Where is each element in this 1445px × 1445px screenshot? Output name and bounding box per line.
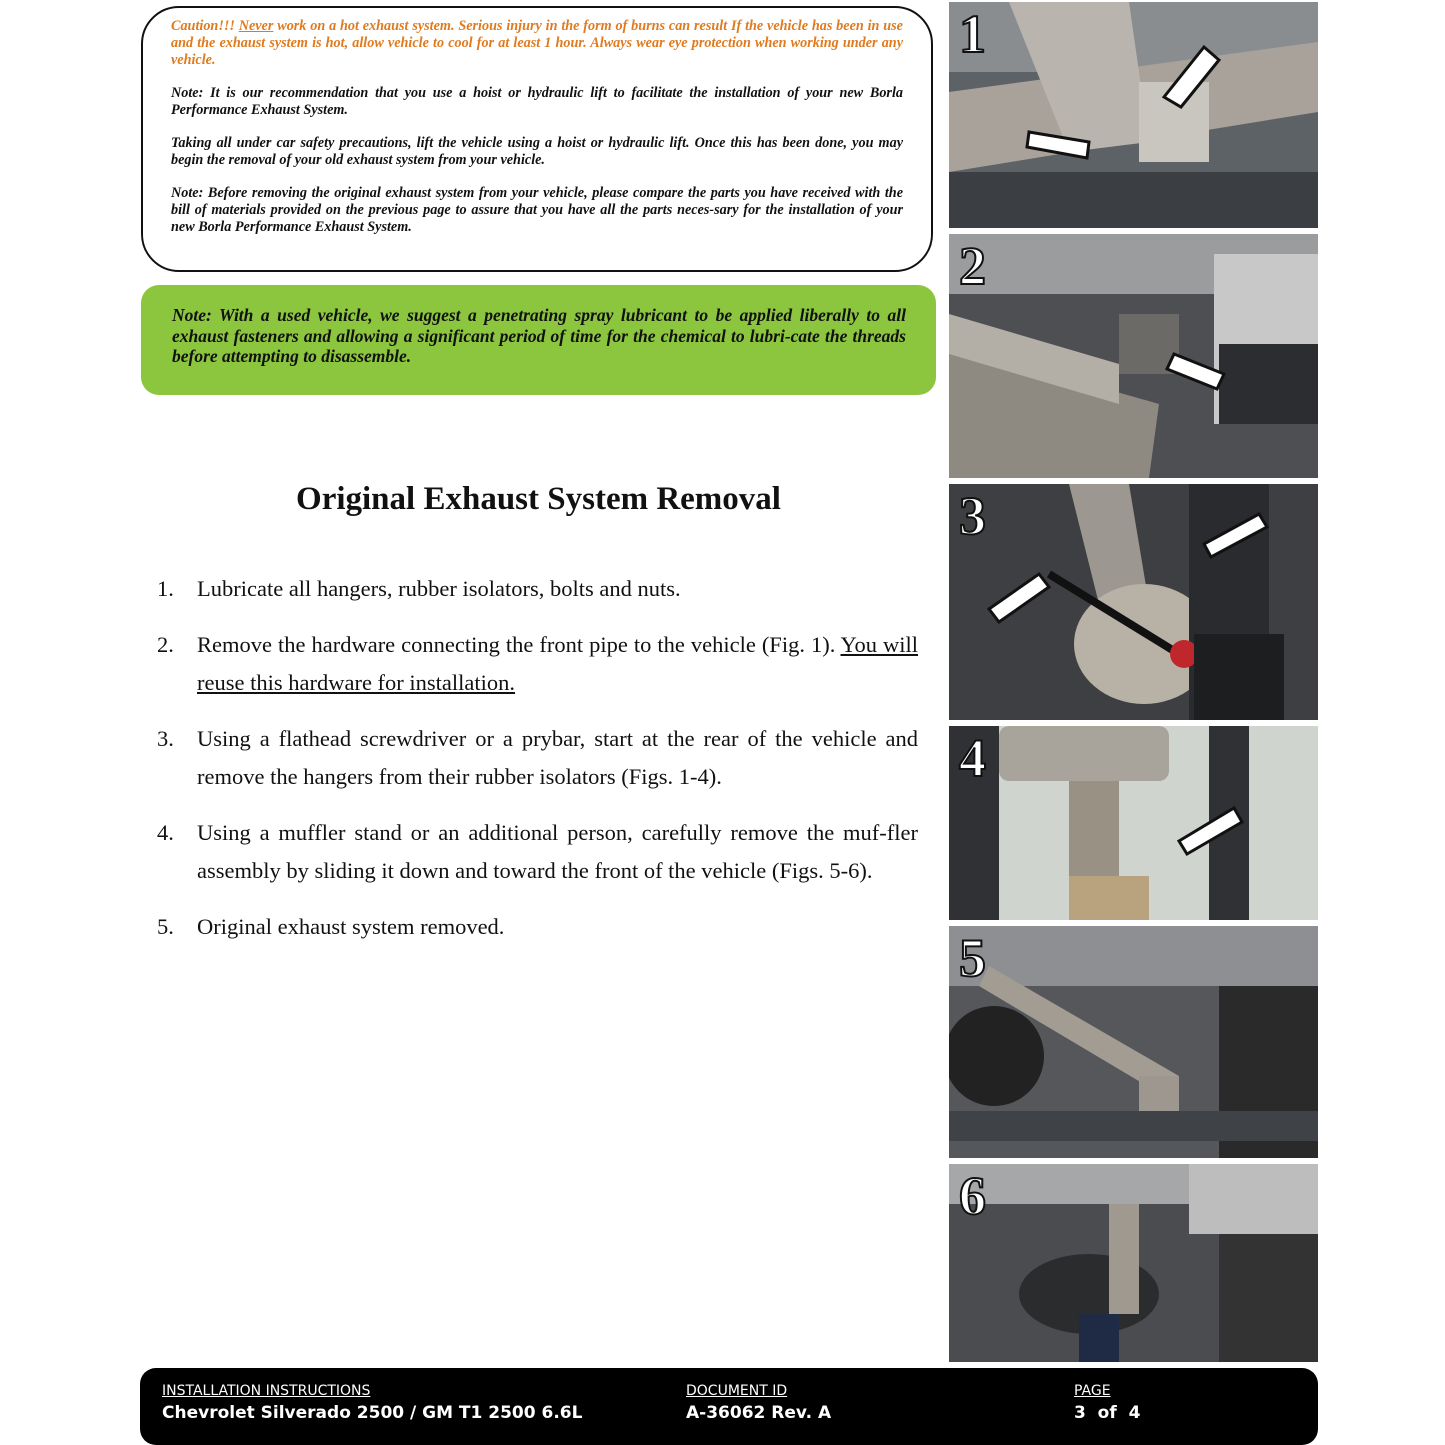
figure-2-photo (949, 234, 1318, 478)
figure-label: 2 (959, 236, 986, 296)
list-item: 2. Remove the hardware connecting the front pipe to the vehicle (Fig. 1). You will reuse this hardware for installation. (157, 632, 919, 695)
figure-label: 4 (959, 728, 986, 788)
vehicle-name: Chevrolet Silverado 2500 / GM T1 2500 6.6L (162, 1403, 583, 1423)
page-title: Original Exhaust System Removal (296, 481, 781, 517)
figure-3-photo (949, 484, 1318, 720)
doc-type-label: INSTALLATION INSTRUCTIONS (162, 1383, 371, 1399)
list-item: 3. Using a flathead screwdriver or a prybar, start at the rear of the vehicle and remove the hangers from their rubber isolators (Figs. 1-4). (157, 726, 918, 789)
steps-list (150, 570, 918, 964)
caution-text: Caution!!! Never work on a hot exhaust system. Serious injury in the form of burns can result If the vehicle has been in use and the exhaust system is hot, allow vehicle to cool for at least 1 hour. Always wear eye protection when working under any vehicle. (171, 18, 903, 68)
document-footer (140, 1368, 1318, 1445)
figure-4-photo (949, 726, 1318, 920)
footer-page-block (1074, 1382, 1140, 1426)
list-item: 1. Lubricate all hangers, rubber isolators, bolts and nuts. (157, 576, 681, 601)
figure-1-photo (949, 2, 1318, 228)
figure-label: 3 (959, 486, 986, 546)
figure-label: 6 (959, 1166, 986, 1226)
figure-6-photo (949, 1164, 1318, 1362)
never-emphasis: Never (238, 18, 274, 34)
lubricant-note-text: Note: With a used vehicle, we suggest a penetrating spray lubricant to be applied liberally to all exhaust fasteners and allowing a significant period of time for the chemical to lubri-cate the threads before attempting to disassemble. (172, 305, 906, 366)
figure-5-photo (949, 926, 1318, 1158)
doc-id: A-36062 Rev. A (686, 1403, 832, 1423)
footer-docid-block (686, 1382, 831, 1426)
list-item: 5. Original exhaust system removed. (157, 914, 505, 939)
page-number: 3 of 4 (1074, 1403, 1141, 1423)
reuse-hardware-note: You will reuse this hardware for installation. (197, 632, 919, 695)
caution-box (141, 6, 933, 272)
safety-paragraph: Taking all under car safety precautions, lift the vehicle using a hoist or hydraulic lift. Once this has been done, you may begin the removal of your old exhaust system from your vehicle. (171, 135, 903, 168)
lubricant-note-box (141, 285, 936, 395)
doc-id-label: DOCUMENT ID (686, 1383, 788, 1399)
hoist-note: Note: It is our recommendation that you use a hoist or hydraulic lift to facilitate the installation of your new Borla Performance Exhaust System. (171, 85, 903, 118)
figure-label: 1 (959, 4, 986, 64)
bill-of-materials-note: Note: Before removing the original exhaust system from your vehicle, please compare the parts you have received with the bill of materials provided on the previous page to assure that you have all the parts neces-sary for the installation of your new Borla Performance Exhaust System. (171, 185, 903, 235)
page-label: PAGE (1074, 1383, 1111, 1399)
list-item: 4. Using a muffler stand or an additional person, carefully remove the muf-fler assembly by sliding it down and toward the front of the vehicle (Figs. 5-6). (157, 820, 918, 883)
footer-title-block (162, 1382, 582, 1426)
figure-label: 5 (959, 928, 986, 988)
